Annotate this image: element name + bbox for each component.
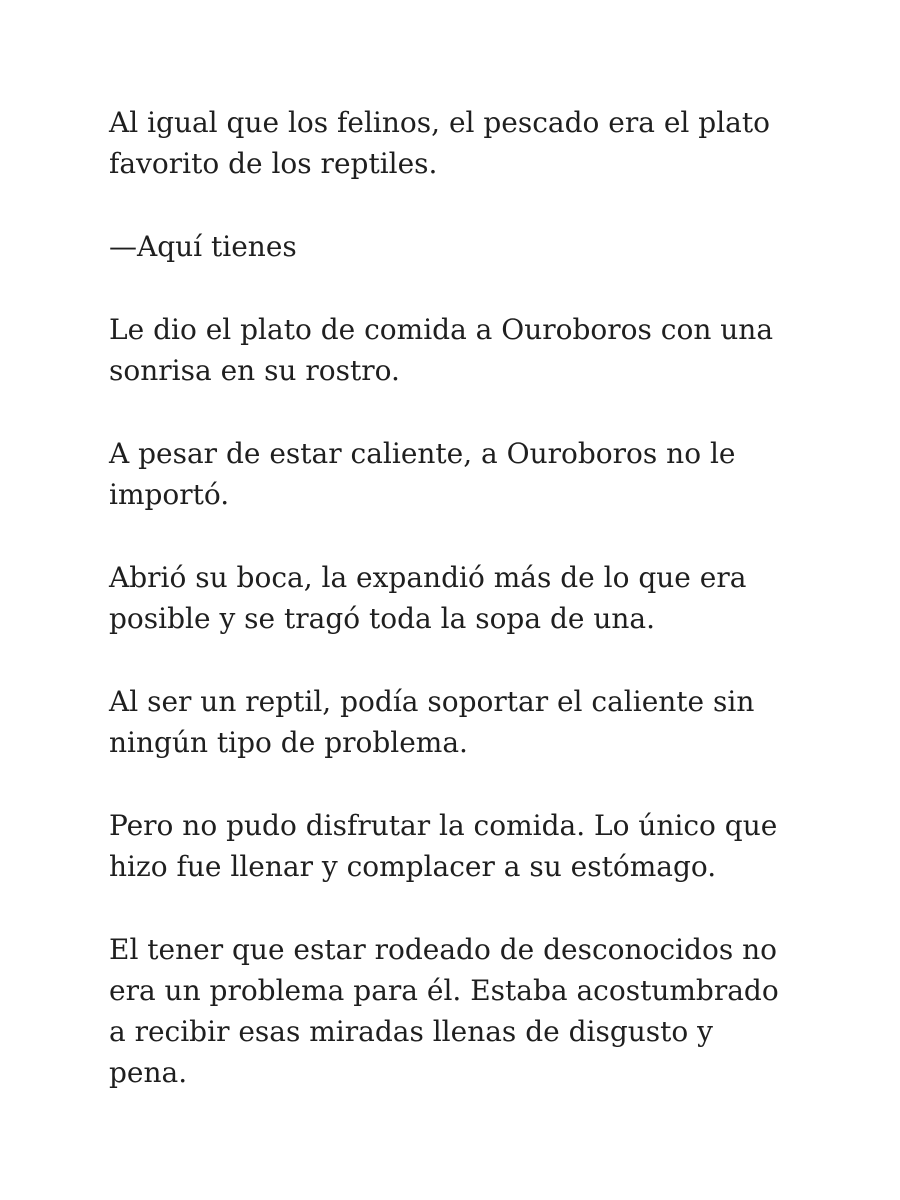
document-body — [109, 102, 800, 1093]
paragraph: Pero no pudo disfrutar la comida. Lo único que hizo fue llenar y complacer a su estómago. — [109, 809, 778, 883]
paragraph: Le dio el plato de comida a Ouroboros con una sonrisa en su rostro. — [109, 313, 774, 387]
paragraph: Abrió su boca, la expandió más de lo que era posible y se tragó toda la sopa de una. — [109, 561, 747, 635]
paragraph: —Aquí tienes — [109, 230, 297, 263]
paragraph: Al ser un reptil, podía soportar el caliente sin ningún tipo de problema. — [109, 685, 755, 759]
paragraph: El tener que estar rodeado de desconocidos no era un problema para él. Estaba acostumbrado a recibir esas miradas llenas de disgusto y pena. — [109, 933, 779, 1089]
paragraph: A pesar de estar caliente, a Ouroboros no le importó. — [109, 437, 736, 511]
paragraph: Al igual que los felinos, el pescado era el plato favorito de los reptiles. — [109, 106, 770, 180]
